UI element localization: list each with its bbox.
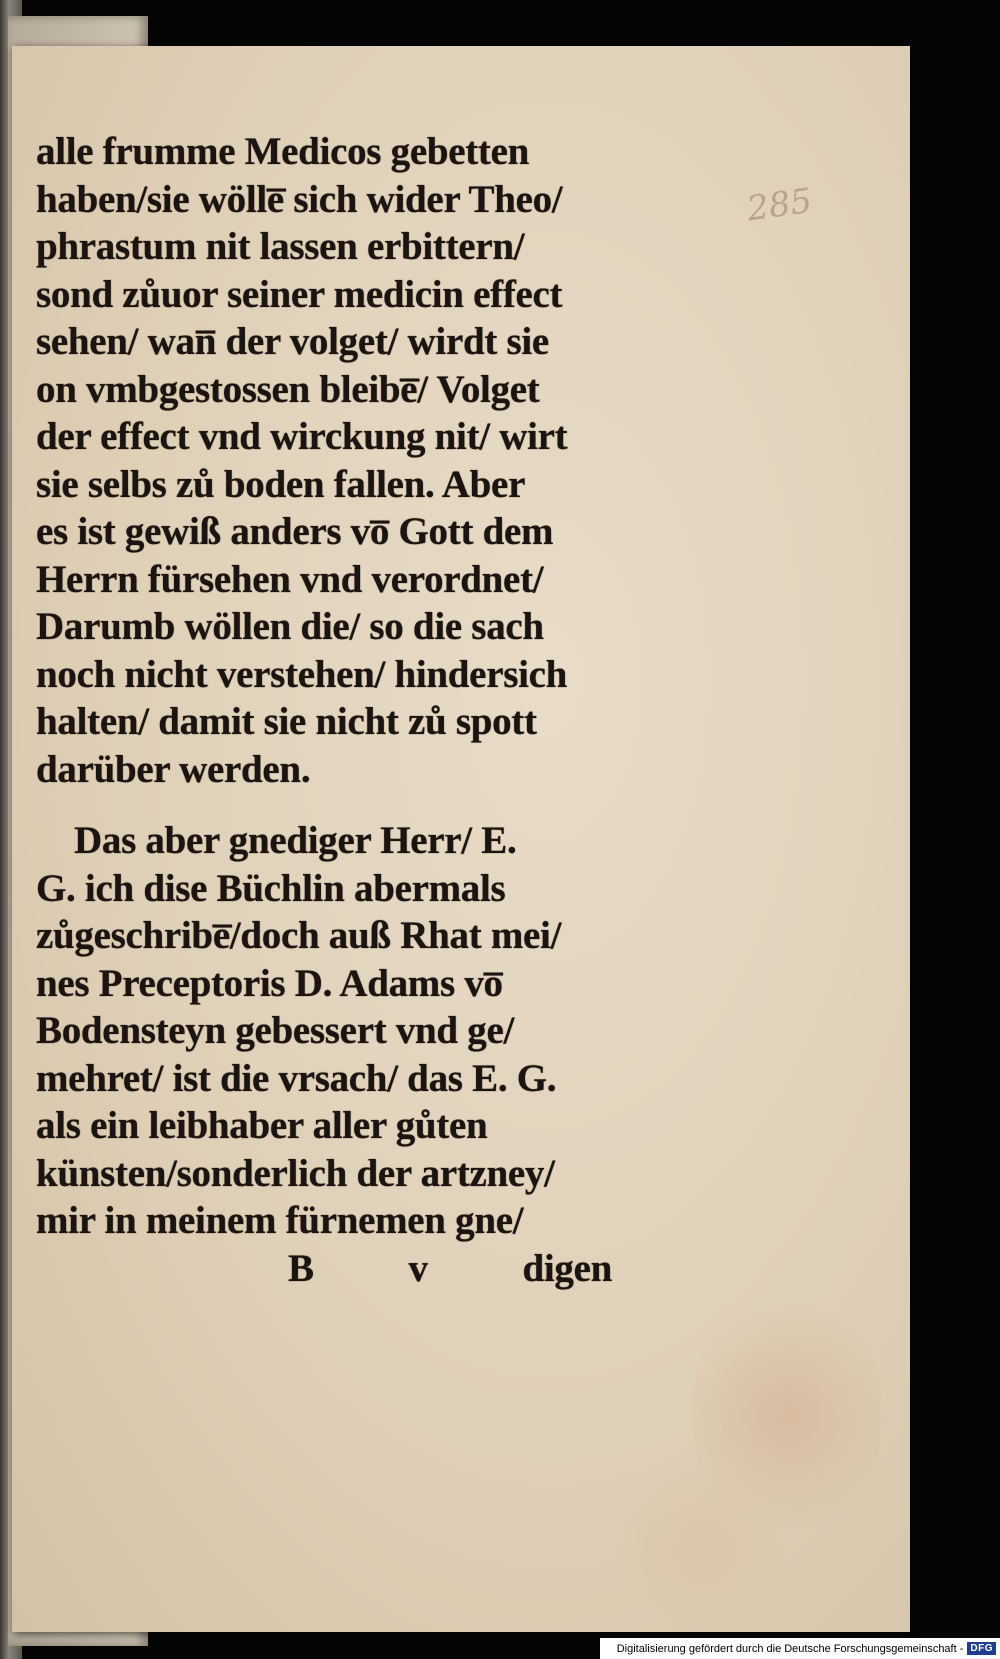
digitization-credit-bar (600, 1638, 1000, 1659)
paragraph-2 (36, 817, 636, 1245)
text-line: darüber werden. (36, 747, 311, 791)
text-line: Herrn fürsehen vnd verordnet/ (36, 557, 544, 601)
text-line: nes Preceptoris D. Adams vo̅ (36, 961, 503, 1005)
paper-stain (612, 1466, 792, 1626)
text-line: halten/ damit sie nicht zů spott (36, 700, 537, 743)
text-line: alle frumme Medicos gebetten (36, 130, 530, 173)
paragraph-1 (36, 128, 636, 793)
text-line: haben/sie wölle̅ sich wider Theo/ (36, 177, 563, 221)
text-line: on vmbgestossen bleibe̅/ Volget (36, 367, 540, 411)
text-line: Darumb wöllen die/ so die sach (36, 605, 544, 648)
text-line: mehret/ ist die vrsach/ das E. G. (36, 1056, 557, 1100)
text-line: phrastum nit lassen erbittern/ (36, 225, 525, 268)
text-line: der effect vnd wirckung nit/ wirt (36, 415, 568, 458)
catchword: digen (522, 1246, 612, 1290)
text-line: G. ich dise Büchlin abermals (36, 866, 506, 910)
text-line: zůgeschribe̅/doch auß Rhat mei/ (36, 914, 562, 957)
text-line: mir in meinem fürnemen gne/ (36, 1199, 524, 1242)
signature-mark: B (288, 1246, 314, 1290)
text-line: sehen/ wan̅ der volget/ wirdt sie (36, 320, 549, 363)
folio-number: 285 (744, 180, 815, 230)
signature-number: v (408, 1246, 428, 1290)
text-line: Bodensteyn gebessert vnd ge/ (36, 1009, 515, 1052)
paragraph-gap (36, 793, 636, 817)
credit-text: Digitalisierung gefördert durch die Deutsche Forschungsgemeinschaft - (616, 1642, 964, 1655)
text-line: sie selbs zů boden fallen. Aber (36, 462, 526, 506)
text-line: Das aber gnediger Herr/ E. (74, 819, 517, 862)
text-line: noch nicht verstehen/ hindersich (36, 652, 568, 696)
page-text (36, 128, 636, 1292)
text-line: künsten/sonderlich der artzney/ (36, 1151, 555, 1195)
text-line: als ein leibhaber aller gůten (36, 1104, 488, 1147)
text-line: es ist gewiß anders vo̅ Gott dem (36, 510, 554, 553)
text-line: sond zůuor seiner medicin effect (36, 272, 563, 316)
dfg-logo: DFG (967, 1642, 996, 1655)
catchline (36, 1245, 636, 1293)
